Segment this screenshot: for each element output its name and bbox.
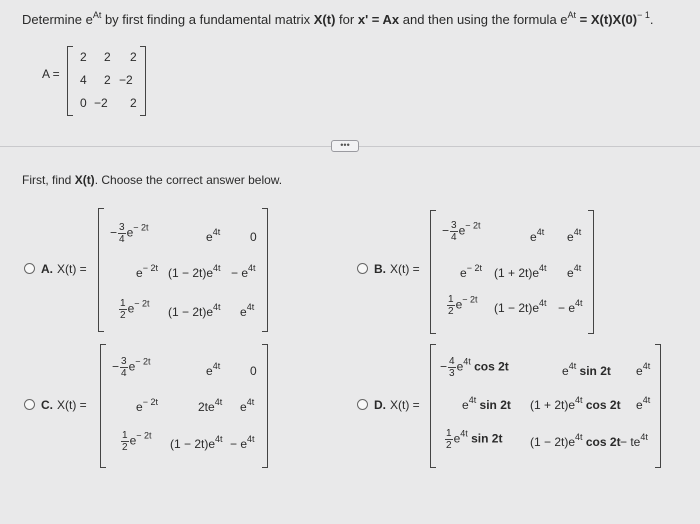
prompt-text: for — [335, 12, 358, 27]
sign: − — [440, 359, 448, 374]
exponent: − 2t — [142, 397, 158, 407]
option-a-cell — [231, 263, 256, 280]
prompt-exp: At — [92, 10, 102, 20]
e: e — [462, 398, 469, 412]
e: e — [455, 297, 463, 312]
trig: sin 2t — [576, 364, 611, 378]
option-c-cell — [136, 397, 158, 414]
matrix-a-cell: 2 — [130, 96, 137, 110]
exponent: 4t — [247, 434, 255, 444]
fraction — [450, 220, 458, 243]
exponent: 4t — [463, 356, 471, 367]
option-c-cell — [112, 356, 151, 379]
option-a-cell — [168, 263, 221, 280]
option-a-cell — [118, 298, 150, 321]
option-a-label[interactable] — [24, 262, 87, 276]
trig: cos 2t — [470, 359, 509, 374]
e: e — [636, 364, 643, 378]
exponent: 4t — [575, 395, 583, 405]
term: (1 − 2t)e — [168, 305, 214, 319]
e: e — [562, 364, 569, 378]
option-c-cell — [170, 434, 223, 451]
denominator: 4 — [119, 234, 125, 245]
option-b-letter: B. — [374, 262, 386, 276]
exponent: 4t — [642, 395, 651, 405]
e: e — [240, 305, 247, 319]
option-c-letter: C. — [41, 398, 53, 412]
matrix-a-label: A = — [42, 67, 60, 81]
exponent: 4t — [575, 298, 583, 308]
option-d-label[interactable] — [357, 398, 420, 412]
exponent: − 2t — [135, 356, 151, 367]
exponent: 4t — [212, 361, 221, 371]
exponent: 4t — [573, 227, 582, 237]
fraction — [120, 356, 128, 379]
e: e — [567, 266, 574, 280]
term: (1 + 2t)e — [530, 398, 576, 412]
exponent: − 2t — [133, 222, 149, 233]
option-b-cell — [446, 294, 478, 317]
option-d-letter: D. — [374, 398, 386, 412]
e: e — [456, 359, 464, 374]
option-a-cell — [240, 302, 255, 319]
matrix-a-cell: 2 — [104, 73, 111, 87]
e: e — [567, 230, 574, 244]
denominator: 4 — [121, 368, 127, 379]
fraction — [448, 356, 456, 379]
e: e — [206, 364, 213, 378]
formula-inverse: − 1 — [637, 10, 650, 20]
term: (1 − 2t)e — [170, 437, 216, 451]
exponent: 4t — [214, 397, 223, 407]
term: − e — [558, 301, 576, 315]
option-d-cell — [530, 395, 621, 412]
option-b-right-bracket — [588, 210, 594, 334]
exponent: 4t — [642, 361, 651, 371]
option-a-cell — [110, 222, 149, 245]
denominator: 4 — [451, 232, 457, 243]
option-b-xt: X(t) = — [390, 262, 420, 276]
option-b-label[interactable] — [357, 262, 420, 276]
instruction-part: . Choose the correct answer below. — [94, 173, 283, 187]
e: e — [453, 431, 461, 446]
option-a-xt: X(t) = — [57, 262, 87, 276]
exponent: 4t — [539, 263, 547, 273]
e: e — [129, 433, 137, 448]
exponent: 4t — [573, 263, 582, 273]
sign: − — [110, 225, 118, 240]
e: e — [127, 301, 135, 316]
option-b-cell — [567, 227, 582, 244]
numerator: 3 — [121, 356, 127, 367]
numerator: 3 — [451, 220, 457, 231]
term: − e — [230, 437, 248, 451]
term: (1 − 2t)e — [168, 266, 214, 280]
exponent: 4t — [468, 395, 477, 405]
denominator: 2 — [448, 306, 454, 317]
matrix-a-cell: 2 — [104, 50, 111, 64]
e: e — [126, 225, 134, 240]
denominator: 3 — [449, 368, 455, 379]
exponent: 4t — [215, 434, 223, 444]
matrix-a-cell: 2 — [130, 50, 137, 64]
instruction-text — [22, 173, 282, 187]
prompt-ode: x' = Ax — [357, 12, 400, 27]
trig: cos 2t — [582, 398, 621, 412]
option-a-cell — [206, 227, 221, 244]
option-d-cell — [444, 428, 502, 451]
term: (1 − 2t)e — [494, 301, 540, 315]
option-c-cell — [230, 434, 255, 451]
more-button[interactable]: ••• — [331, 140, 359, 152]
option-d-cell — [636, 361, 651, 378]
option-b-cell — [442, 220, 481, 243]
option-b-cell — [494, 263, 547, 280]
option-d-cell — [562, 361, 611, 378]
option-d-cell — [620, 432, 648, 449]
exponent: − 2t — [465, 220, 481, 231]
option-a-radio[interactable] — [24, 263, 35, 274]
fraction — [118, 222, 126, 245]
exponent: 4t — [213, 263, 221, 273]
e: e — [530, 230, 537, 244]
option-c-cell — [198, 397, 223, 414]
option-c-cell — [206, 361, 221, 378]
matrix-a-cell: 4 — [80, 73, 87, 87]
option-a-right-bracket — [262, 208, 268, 332]
formula-dot: . — [649, 12, 654, 27]
exponent: 4t — [640, 432, 648, 442]
denominator: 2 — [446, 440, 452, 451]
matrix-a-cell: −2 — [94, 96, 108, 110]
denominator: 2 — [122, 442, 128, 453]
sign: − — [112, 359, 120, 374]
exponent: − 2t — [466, 263, 482, 273]
option-d-cell — [636, 395, 651, 412]
formula-exp: At — [567, 10, 577, 20]
e: e — [136, 266, 143, 280]
numerator: 3 — [119, 222, 125, 233]
prompt-text: Determine — [22, 12, 86, 27]
option-d-radio[interactable] — [357, 399, 368, 410]
exponent: 4t — [248, 263, 256, 273]
trig: sin 2t — [467, 431, 503, 446]
exponent: 4t — [460, 428, 468, 439]
option-a-left-bracket — [98, 208, 104, 332]
exponent: 4t — [246, 397, 255, 407]
option-d-xt: X(t) = — [390, 398, 420, 412]
option-d-right-bracket — [655, 344, 661, 468]
exponent: 4t — [568, 361, 577, 371]
numerator: 4 — [449, 356, 455, 367]
prompt-text: by first finding a fundamental matrix — [101, 12, 314, 27]
prompt-e: e — [85, 12, 93, 27]
trig: sin 2t — [476, 398, 511, 412]
e: e — [458, 223, 466, 238]
numerator: 1 — [122, 430, 128, 441]
term: (1 + 2t)e — [494, 266, 540, 280]
term: (1 − 2t)e — [530, 435, 576, 449]
formula-body: = X(t)X(0) — [576, 12, 638, 27]
option-b-cell — [558, 298, 583, 315]
instruction-part: First, find — [22, 173, 75, 187]
instruction-xt: X(t) — [74, 173, 95, 187]
e: e — [136, 400, 143, 414]
matrix-a-cell: 0 — [80, 96, 87, 110]
term: 2te — [198, 400, 215, 414]
matrix-a-right-bracket — [140, 46, 146, 116]
option-c-left-bracket — [100, 344, 106, 468]
exponent: − 2t — [136, 430, 152, 441]
exponent: 4t — [536, 227, 545, 237]
option-d-cell — [530, 432, 621, 449]
option-c-radio[interactable] — [24, 399, 35, 410]
option-b-cell — [567, 263, 582, 280]
option-c-cell: 0 — [250, 364, 257, 378]
denominator: 2 — [120, 310, 126, 321]
trig: cos 2t — [582, 435, 621, 449]
exponent: 4t — [212, 227, 221, 237]
option-d-cell — [440, 356, 509, 379]
matrix-a-cell: 2 — [80, 50, 87, 64]
option-a-cell — [136, 263, 158, 280]
option-b-radio[interactable] — [357, 263, 368, 274]
numerator: 1 — [448, 294, 454, 305]
option-d-left-bracket — [430, 344, 436, 468]
matrix-a-left-bracket — [67, 46, 73, 116]
exponent: 4t — [213, 302, 221, 312]
term: − e — [231, 266, 249, 280]
numerator: 1 — [120, 298, 126, 309]
exponent: − 2t — [462, 294, 478, 305]
option-b-cell — [460, 263, 482, 280]
matrix-a-cell: −2 — [119, 73, 133, 87]
option-a-cell — [168, 302, 221, 319]
exponent: 4t — [246, 302, 255, 312]
option-c-xt: X(t) = — [57, 398, 87, 412]
e: e — [206, 230, 213, 244]
e: e — [128, 359, 136, 374]
term: − te — [620, 435, 641, 449]
prompt-text: and then using the formula — [399, 12, 561, 27]
option-a-letter: A. — [41, 262, 53, 276]
fraction — [121, 430, 129, 453]
option-b-cell — [530, 227, 545, 244]
option-a-cell: 0 — [250, 230, 257, 244]
option-c-right-bracket — [262, 344, 268, 468]
formula-e: e — [560, 12, 568, 27]
option-c-cell — [240, 397, 255, 414]
exponent: 4t — [575, 432, 583, 442]
option-d-cell — [462, 395, 511, 412]
sign: − — [442, 223, 450, 238]
exponent: − 2t — [142, 263, 158, 273]
exponent: − 2t — [134, 298, 150, 309]
fraction — [119, 298, 127, 321]
option-c-cell — [120, 430, 152, 453]
fraction — [447, 294, 455, 317]
e: e — [636, 398, 643, 412]
fraction — [445, 428, 453, 451]
exponent: 4t — [539, 298, 547, 308]
prompt-xt: X(t) — [313, 12, 336, 27]
e: e — [460, 266, 467, 280]
question-prompt — [22, 12, 653, 27]
option-b-left-bracket — [430, 210, 436, 334]
option-c-label[interactable] — [24, 398, 87, 412]
option-b-cell — [494, 298, 547, 315]
e: e — [240, 400, 247, 414]
numerator: 1 — [446, 428, 452, 439]
